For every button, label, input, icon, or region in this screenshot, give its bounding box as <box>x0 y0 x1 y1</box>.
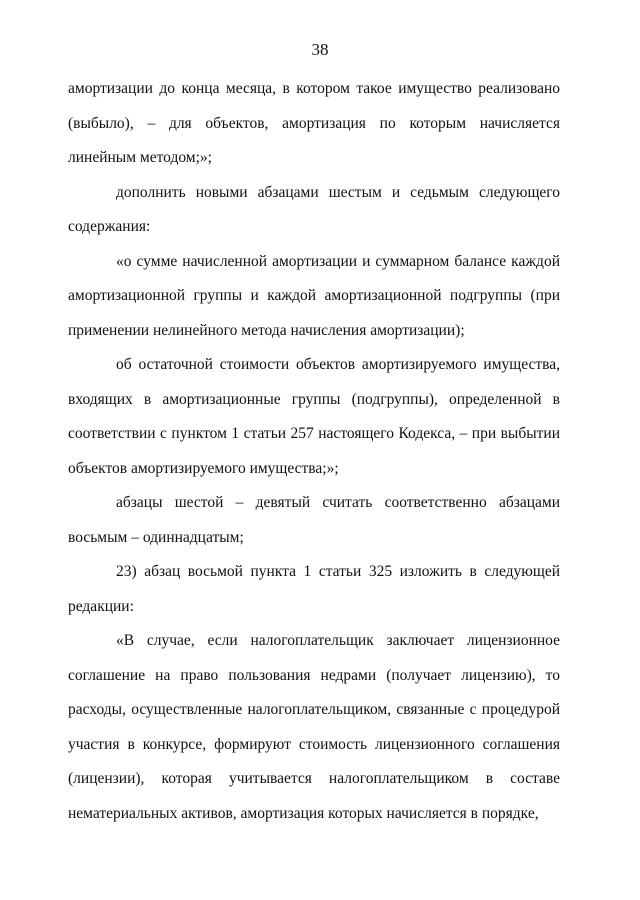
paragraph-residual-value: об остаточной стоимости объектов амортизируемого имущества, входящих в амортизационные группы (подгруппы), определенной в соответствии с пунктом 1 статьи 257 настоящего Кодекса, – при выбытии объектов амортизируемого имущества;»; <box>68 356 560 477</box>
paragraph-continuation: амортизации до конца месяца, в котором такое имущество реализовано (выбыло), – для объектов, амортизация по которым начисляется линейным методом;»; <box>68 80 560 166</box>
paragraph-item-23: 23) абзац восьмой пункта 1 статьи 325 изложить в следующей редакции: <box>68 563 560 615</box>
paragraph-quoted-sum-depreciation: «о сумме начисленной амортизации и суммарном балансе каждой амортизационной группы и каждой амортизационной подгруппы (при применении нелинейного метода начисления амортизации); <box>68 252 560 339</box>
document-body <box>68 72 560 831</box>
paragraph-renumbering: абзацы шестой – девятый считать соответственно абзацами восьмым – одиннадцатым; <box>68 494 560 546</box>
paragraph-amendment-instruction: дополнить новыми абзацами шестым и седьмым следующего содержания: <box>68 183 560 235</box>
paragraph-quoted-license: «В случае, если налогоплательщик заключает лицензионное соглашение на право пользования недрами (получает лицензию), то расходы, осуществленные налогоплательщиком, связанные с процедурой участия в конкурсе, формируют стоимость лицензионного соглашения (лицензии), которая учитывается налогоплательщиком в составе нематериальных активов, амортизация которых начисляется в порядке, <box>68 632 560 822</box>
page-number: 38 <box>311 40 329 59</box>
